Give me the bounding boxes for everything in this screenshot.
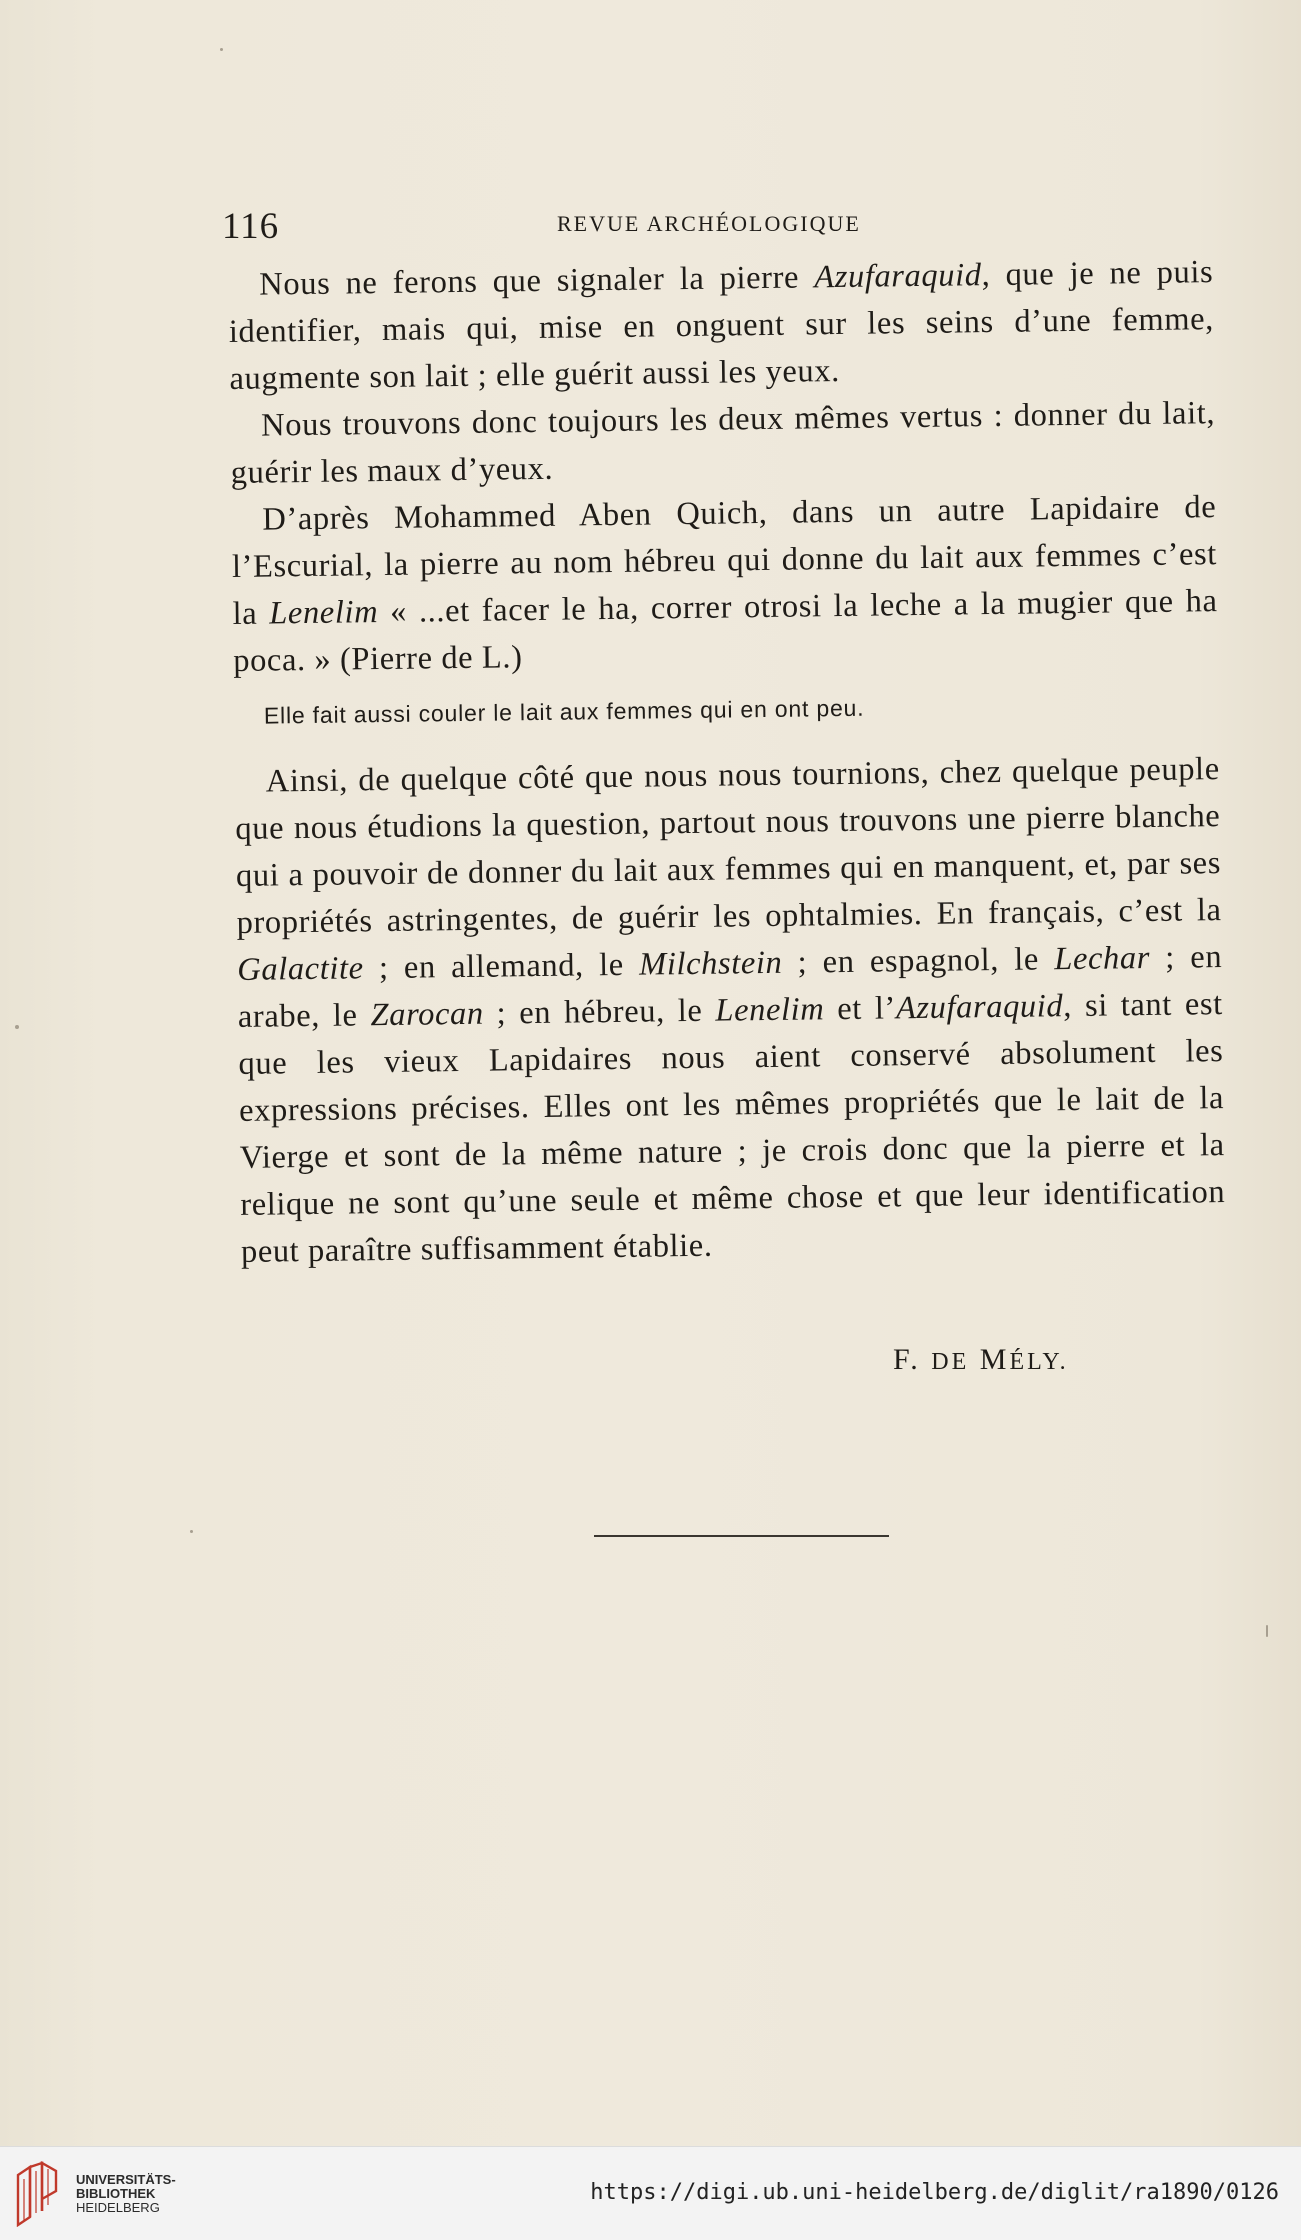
library-name-line-2: BIBLIOTHEK: [76, 2186, 156, 2201]
paper-speck: [220, 48, 223, 51]
paragraph-3: [231, 484, 1218, 685]
italic-term: Milchstein: [638, 944, 783, 983]
signature-surname-first: M: [979, 1343, 1010, 1376]
text-run: Ainsi, de quelque côté que nous nous tournions, chez quelque peuple que nous étudions la question, partout nous trouvons une pierre blanche qui a pouvoir de donner du lait aux femmes qui en manquent, et, par ses propriétés astringentes, de guérir les ophtalmies. En français, c’est la: [235, 751, 1222, 941]
text-run: ; en espagnol, le: [782, 941, 1055, 981]
text-run: ; en allemand, le: [363, 946, 640, 987]
paragraph-4: [235, 746, 1227, 1276]
footer-bar: [0, 2146, 1301, 2240]
article-body: [228, 249, 1226, 1276]
paper-speck: [1266, 1625, 1268, 1637]
paragraph-1: [228, 249, 1215, 403]
translation-line: Elle fait aussi couler le lait aux femmes qui en ont peu.: [263, 694, 865, 729]
italic-term: Azufaraquid: [895, 988, 1064, 1027]
paragraph-2: [230, 390, 1216, 497]
library-name-line-1: UNIVERSITÄTS-: [76, 2172, 176, 2187]
university-library-logo-icon: [12, 2161, 68, 2227]
text-run: « ...et facer le ha, correr otrosi la leche a la mugier que ha poca. » (Pierre de L.): [232, 583, 1218, 679]
text-run: Nous ne ferons que signaler la pierre: [259, 259, 815, 303]
text-run: , que je ne puis identifier, mais qui, mise en onguent sur les seins d’une femme, augmente son lait ; elle guérit aussi les yeux.: [228, 254, 1215, 397]
italic-term: Zarocan: [370, 995, 484, 1034]
text-run: et l’: [824, 990, 897, 1028]
permalink-url[interactable]: https://digi.ub.uni-heidelberg.de/diglit/ra1890/0126: [590, 2180, 1279, 2205]
library-name-line-3: HEIDELBERG: [76, 2200, 160, 2215]
end-rule: [594, 1535, 889, 1537]
italic-term: Azufaraquid: [814, 257, 982, 296]
paper-speck: [190, 1530, 193, 1533]
signature-particle: DE: [931, 1349, 970, 1375]
page-header: [222, 205, 1212, 245]
text-run: , si tant est que les vieux Lapidaires nous aient conservé absolument les expressions précises. Elles ont les mêmes propriétés que le lait de la Vierge et sont de la même nature ; je crois donc que la pierre et la relique ne sont qu’une seule et même chose et que leur identification peut paraître suffisamment établie.: [238, 986, 1226, 1270]
signature-initial: F.: [893, 1343, 921, 1376]
italic-term: Lechar: [1054, 939, 1151, 978]
italic-term: Galactite: [237, 950, 364, 988]
paper-speck: [15, 1025, 19, 1029]
text-run: ; en arabe, le: [237, 939, 1223, 1035]
signature-surname-rest: ÉLY.: [1009, 1349, 1069, 1375]
italic-term: Lenelim: [269, 594, 379, 632]
author-signature: [893, 1343, 1069, 1377]
running-title: REVUE ARCHÉOLOGIQUE: [557, 211, 861, 236]
italic-term: Lenelim: [715, 991, 825, 1029]
text-run: ; en hébreu, le: [483, 992, 716, 1032]
library-name: [76, 2173, 176, 2215]
page-number: 116: [222, 206, 280, 247]
text-run: D’après Mohammed Aben Quich, dans un autre Lapidaire de l’Escurial, la pierre au nom hébreu qui donne du lait aux femmes c’est la: [231, 489, 1218, 632]
text-run: Nous trouvons donc toujours les deux mêmes vertus : donner du lait, guérir les maux d’yeux.: [230, 395, 1216, 491]
